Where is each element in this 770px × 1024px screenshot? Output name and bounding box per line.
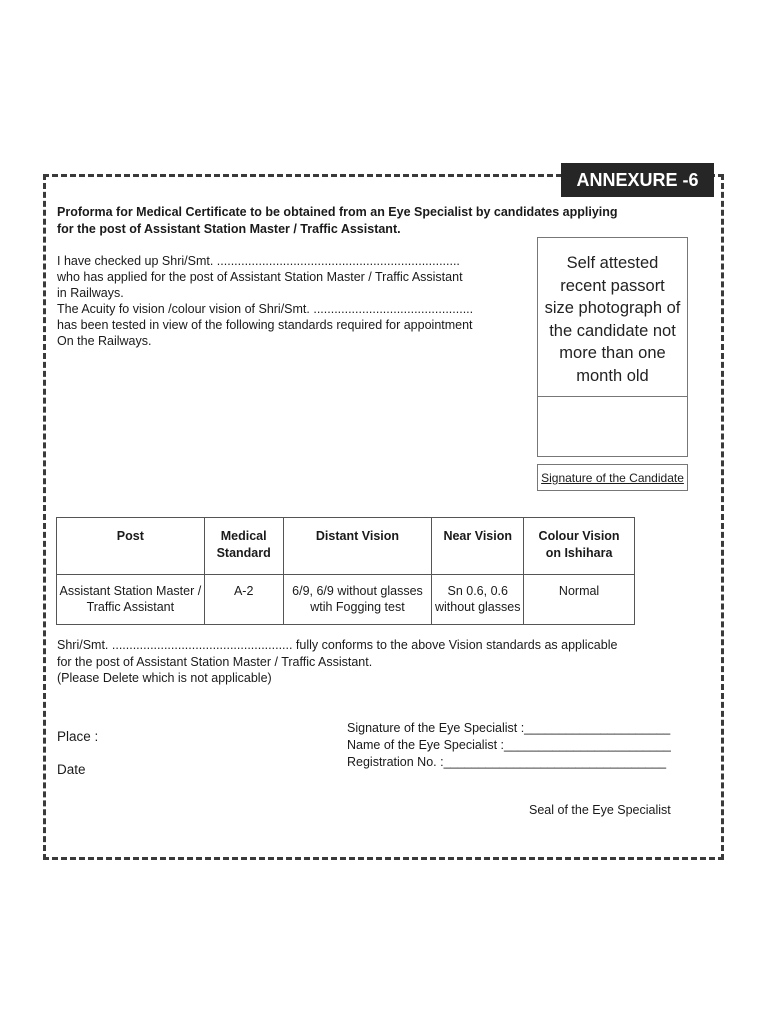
cell-medical-standard: A-2 (204, 575, 283, 625)
photo-instructions (538, 252, 687, 387)
header-medical-standard: Medical Standard (204, 518, 283, 575)
conform-line-1: Shri/Smt. .................................................... fully conforms to the above Vision standards as applicable (57, 638, 618, 652)
photo-line-3: size photograph of (544, 299, 681, 317)
registration-number-field: Registration No. :________________________________ (347, 755, 667, 769)
intro-line-5: has been tested in view of the following standards required for appointment (57, 318, 473, 332)
heading-line-2: for the post of Assistant Station Master / Traffic Assistant. (57, 222, 401, 236)
cell-near-vision: Sn 0.6, 0.6 without glasses (432, 575, 524, 625)
date-label: Date (57, 762, 86, 777)
header-post: Post (57, 518, 205, 575)
place-label: Place : (57, 729, 99, 744)
specialist-signature-field: Signature of the Eye Specialist :_____________________ (347, 721, 671, 735)
seal-label: Seal of the Eye Specialist (529, 803, 671, 817)
photo-divider (538, 396, 687, 397)
photo-line-6: month old (576, 366, 649, 385)
candidate-signature-box (537, 464, 688, 491)
intro-line-3: in Railways. (57, 286, 124, 300)
heading-line-1: Proforma for Medical Certificate to be obtained from an Eye Specialist by candidates appliying (57, 205, 618, 219)
conform-line-2: for the post of Assistant Station Master / Traffic Assistant. (57, 654, 373, 669)
photo-line-5: more than one (559, 344, 666, 362)
candidate-signature-label: Signature of the Candidate (541, 470, 684, 485)
cell-colour-vision: Normal (524, 575, 635, 625)
intro-line-1: I have checked up Shri/Smt. ...................................................................... (57, 254, 460, 268)
photo-line-4: the candidate not (549, 321, 676, 340)
photo-box (537, 237, 688, 457)
photo-line-2: recent passort (560, 276, 665, 295)
specialist-name-field: Name of the Eye Specialist :________________________ (347, 738, 671, 752)
table-header-row (57, 518, 635, 575)
header-distant-vision: Distant Vision (283, 518, 432, 575)
vision-standards-table (56, 517, 635, 625)
header-colour-vision: Colour Vision on Ishihara (524, 518, 635, 575)
intro-line-6: On the Railways. (57, 334, 152, 348)
cell-distant-vision: 6/9, 6/9 without glasses wtih Fogging test (283, 575, 432, 625)
photo-line-1: Self attested (566, 254, 659, 272)
intro-line-2: who has applied for the post of Assistant Station Master / Traffic Assistant (57, 270, 463, 284)
annexure-label: ANNEXURE -6 (561, 163, 714, 197)
conformity-statement (57, 637, 677, 687)
intro-line-4: The Acuity fo vision /colour vision of Shri/Smt. .............................................. (57, 302, 474, 316)
certificate-heading (57, 204, 677, 238)
specialist-details (347, 720, 671, 771)
conform-line-3: (Please Delete which is not applicable) (57, 671, 272, 685)
header-near-vision: Near Vision (432, 518, 524, 575)
cell-post: Assistant Station Master / Traffic Assistant (57, 575, 205, 625)
intro-paragraph (57, 253, 517, 349)
table-row (57, 575, 635, 625)
